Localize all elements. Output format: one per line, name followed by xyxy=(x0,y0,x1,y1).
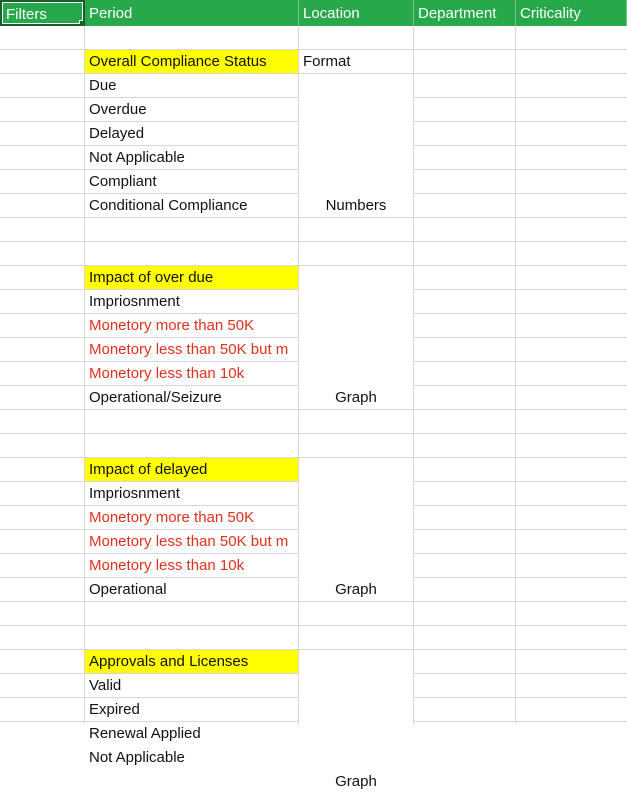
list-item[interactable]: Operational xyxy=(89,581,167,598)
grid-row-line xyxy=(0,217,627,218)
list-item[interactable]: Delayed xyxy=(89,125,145,142)
grid-row-line xyxy=(0,409,627,410)
list-item[interactable]: Not Applicable xyxy=(89,749,185,766)
section-title[interactable]: Impact of over due xyxy=(85,266,298,289)
list-item[interactable]: Monetory more than 50K xyxy=(89,317,255,334)
list-item[interactable]: Overdue xyxy=(89,101,147,118)
list-item[interactable]: Valid xyxy=(89,677,122,694)
header-cell-filters[interactable]: Filters xyxy=(0,0,85,26)
list-item[interactable]: Monetory less than 50K but m xyxy=(89,533,289,550)
list-item[interactable]: Compliant xyxy=(89,173,157,190)
format-value[interactable]: Graph xyxy=(335,389,377,406)
list-item[interactable]: Conditional Compliance xyxy=(89,197,248,214)
header-row xyxy=(0,0,627,26)
list-item[interactable]: Monetory less than 10k xyxy=(89,365,245,382)
format-label[interactable]: Format xyxy=(303,53,351,70)
list-item[interactable]: Monetory less than 10k xyxy=(89,557,245,574)
grid-column-line xyxy=(515,26,516,724)
grid-column-line xyxy=(413,26,414,724)
list-item[interactable]: Expired xyxy=(89,701,140,718)
grid-row-line xyxy=(0,433,627,434)
format-value[interactable]: Numbers xyxy=(325,197,387,214)
section-title[interactable]: Overall Compliance Status xyxy=(85,50,298,73)
list-item[interactable]: Impriosnment xyxy=(89,485,180,502)
merged-format-cell[interactable] xyxy=(299,650,413,724)
list-item[interactable]: Monetory more than 50K xyxy=(89,509,255,526)
list-item[interactable]: Not Applicable xyxy=(89,149,185,166)
grid-row-line xyxy=(0,625,627,626)
header-cell-location[interactable]: Location xyxy=(299,0,414,26)
list-item[interactable]: Operational/Seizure xyxy=(89,389,222,406)
list-item[interactable]: Impriosnment xyxy=(89,293,180,310)
list-item[interactable]: Renewal Applied xyxy=(89,725,201,742)
header-cell-department[interactable]: Department xyxy=(414,0,516,26)
section-title[interactable]: Approvals and Licenses xyxy=(85,650,298,673)
header-cell-period[interactable]: Period xyxy=(85,0,299,26)
header-cell-criticality[interactable]: Criticality xyxy=(516,0,627,26)
format-value[interactable]: Graph xyxy=(335,581,377,598)
grid-row-line xyxy=(0,241,627,242)
format-value[interactable]: Graph xyxy=(335,773,377,790)
list-item[interactable]: Monetory less than 50K but m xyxy=(89,341,289,358)
grid-row-line xyxy=(0,601,627,602)
list-item[interactable]: Due xyxy=(89,77,117,94)
section-title[interactable]: Impact of delayed xyxy=(85,458,298,481)
